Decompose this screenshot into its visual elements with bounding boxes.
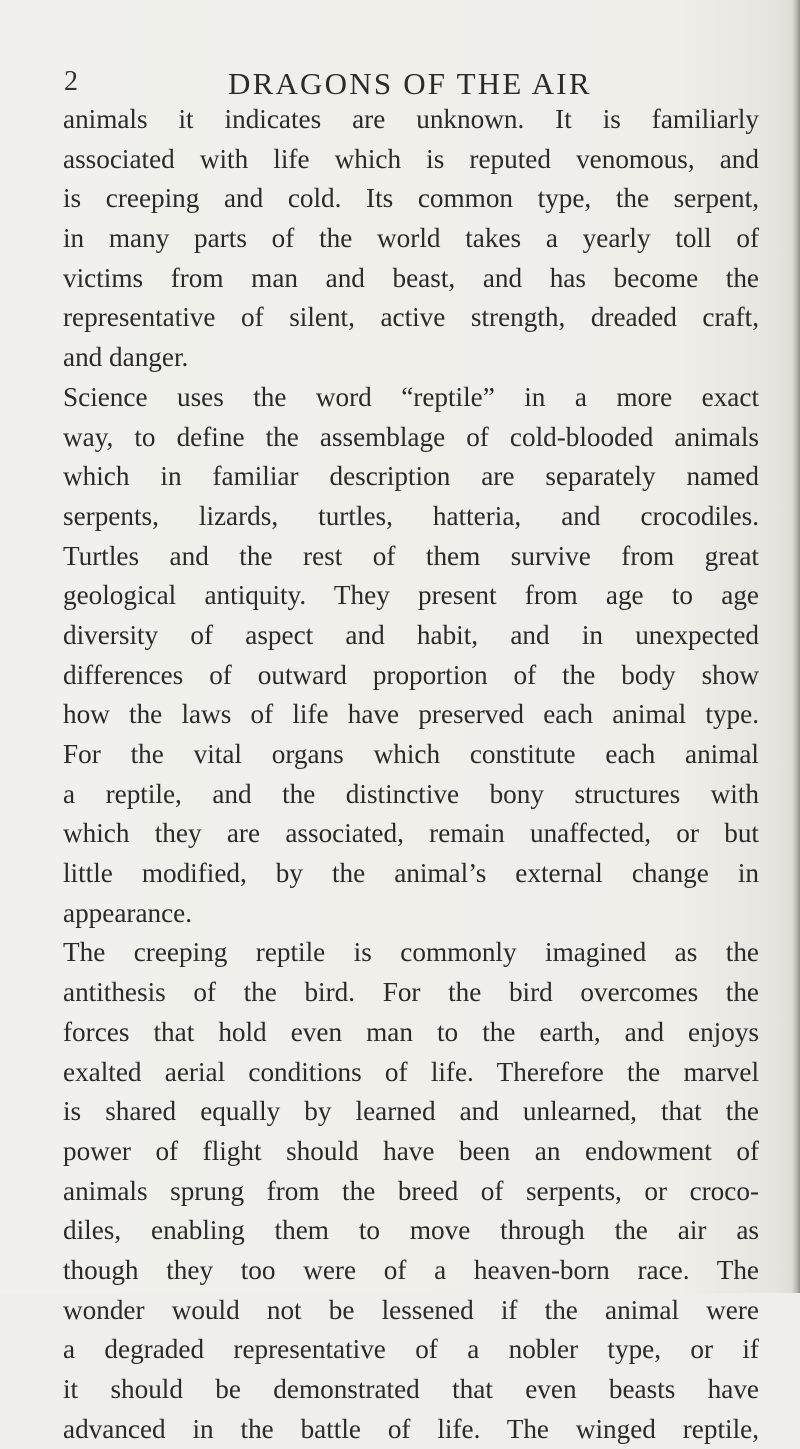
text-line: victims from man and beast, and has become the [63,262,759,293]
text-line: serpents, lizards, turtles, hatteria, and crocodiles. [63,500,759,531]
text-line: is shared equally by learned and unlearned, that the [63,1096,759,1127]
text-line: a degraded representative of a nobler type, or if [63,1334,759,1365]
text-line: way, to define the assemblage of cold-blooded animals [63,421,759,452]
text-line: diversity of aspect and habit, and in unexpected [63,619,759,650]
text-line: animals sprung from the breed of serpents, or croco- [63,1175,759,1206]
text-line: advanced in the battle of life. The winged reptile, [63,1413,759,1444]
text-line: geological antiquity. They present from age to age [63,580,759,611]
page-number: 2 [64,66,79,97]
text-line: differences of outward proportion of the body show [63,659,759,690]
text-line: associated with life which is reputed venomous, and [63,143,759,174]
text-line: forces that hold even man to the earth, and enjoys [63,1016,759,1047]
text-line: little modified, by the animal’s external change in [63,858,759,889]
text-line: in many parts of the world takes a yearly toll of [63,223,759,254]
text-line: how the laws of life have preserved each animal type. [63,699,759,730]
text-line: exalted aerial conditions of life. Therefore the marvel [63,1056,759,1087]
text-line: a reptile, and the distinctive bony structures with [63,778,759,809]
text-line: diles, enabling them to move through the air as [63,1215,759,1246]
text-line: The creeping reptile is commonly imagined as the [63,937,759,968]
text-line: it should be demonstrated that even beasts have [63,1374,759,1404]
text-line: For the vital organs which constitute each animal [63,739,759,769]
text-line: and danger. [63,342,189,373]
body-text [63,100,759,1449]
text-line: which they are associated, remain unaffected, or but [63,818,759,849]
text-line: antithesis of the bird. For the bird overcomes the [63,977,759,1008]
text-line: wonder would not be lessened if the animal were [63,1294,759,1325]
text-line: animals it indicates are unknown. It is familiarly [63,104,759,134]
text-line: power of flight should have been an endowment of [63,1135,759,1166]
text-line: appearance. [63,897,193,928]
text-line: Turtles and the rest of them survive from great [63,540,759,571]
text-line: Science uses the word “reptile” in a more exact [63,381,759,412]
text-line: representative of silent, active strength, dreaded craft, [63,302,759,333]
running-head-title: DRAGONS OF THE AIR [228,66,592,101]
text-line: though they too were of a heaven-born race. The [63,1254,759,1285]
text-line: is creeping and cold. Its common type, the serpent, [63,183,759,214]
text-line: which in familiar description are separately named [63,461,759,492]
page-edge-shadow [792,0,800,1293]
